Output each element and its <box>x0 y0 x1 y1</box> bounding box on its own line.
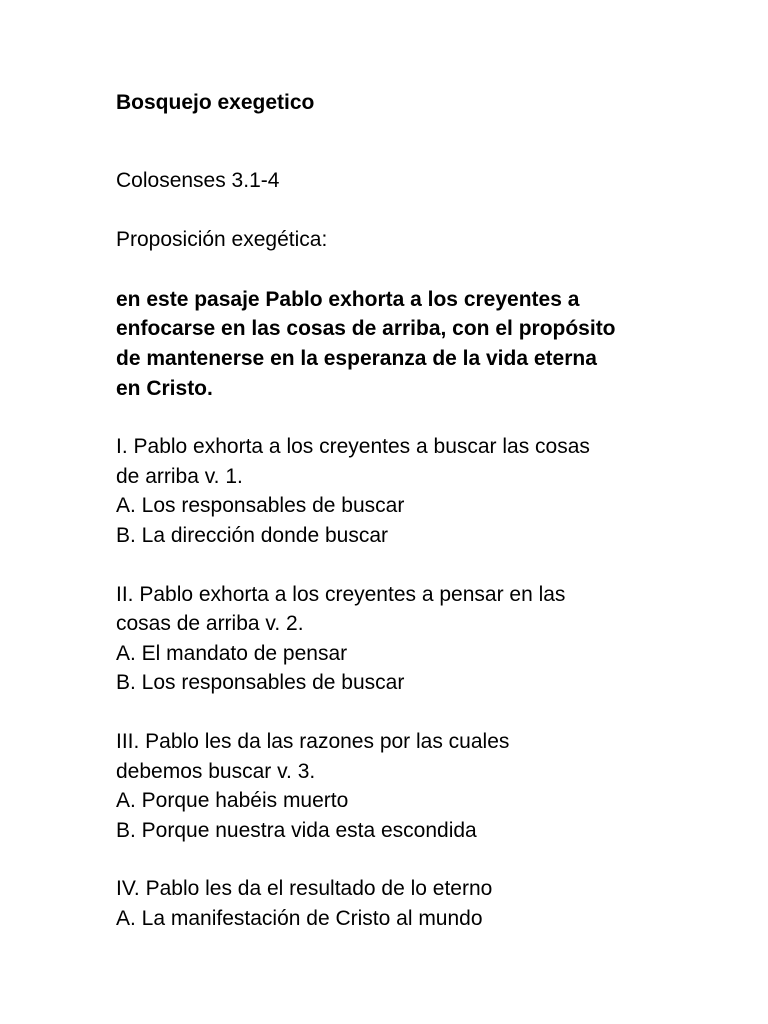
outline-section-3 <box>116 727 676 845</box>
proposition-line: en este pasaje Pablo exhorta a los creyentes a <box>116 287 580 311</box>
outline-section-4 <box>116 874 676 933</box>
outline-line: A. Los responsables de buscar <box>116 494 405 518</box>
proposition-text <box>116 285 676 403</box>
proposition-line: enfocarse en las cosas de arriba, con el propósito <box>116 317 616 341</box>
proposition-line: en Cristo. <box>116 376 213 400</box>
outline-line: B. Porque nuestra vida esta escondida <box>116 818 477 842</box>
document-title: Bosquejo exegetico <box>116 91 315 114</box>
outline-section-1 <box>116 432 676 550</box>
passage-reference: Colosenses 3.1-4 <box>116 168 280 192</box>
outline-line: de arriba v. 1. <box>116 464 243 488</box>
outline-line: III. Pablo les da las razones por las cuales <box>116 729 510 753</box>
proposition-label: Proposición exegética: <box>116 228 328 252</box>
outline-line: A. El mandato de pensar <box>116 641 348 665</box>
document-page <box>116 88 676 933</box>
outline-section-2 <box>116 580 676 698</box>
outline-line: II. Pablo exhorta a los creyentes a pensar en las <box>116 582 566 606</box>
outline-line: IV. Pablo les da el resultado de lo eterno <box>116 877 493 901</box>
outline-line: I. Pablo exhorta a los creyentes a buscar las cosas <box>116 435 590 459</box>
outline-line: cosas de arriba v. 2. <box>116 612 304 636</box>
outline-line: debemos buscar v. 3. <box>116 759 316 783</box>
outline-line: B. La dirección donde buscar <box>116 523 389 547</box>
outline-line: B. Los responsables de buscar <box>116 671 405 695</box>
outline-line: A. La manifestación de Cristo al mundo <box>116 906 483 930</box>
proposition-line: de mantenerse en la esperanza de la vida eterna <box>116 346 597 370</box>
outline-line: A. Porque habéis muerto <box>116 789 349 813</box>
